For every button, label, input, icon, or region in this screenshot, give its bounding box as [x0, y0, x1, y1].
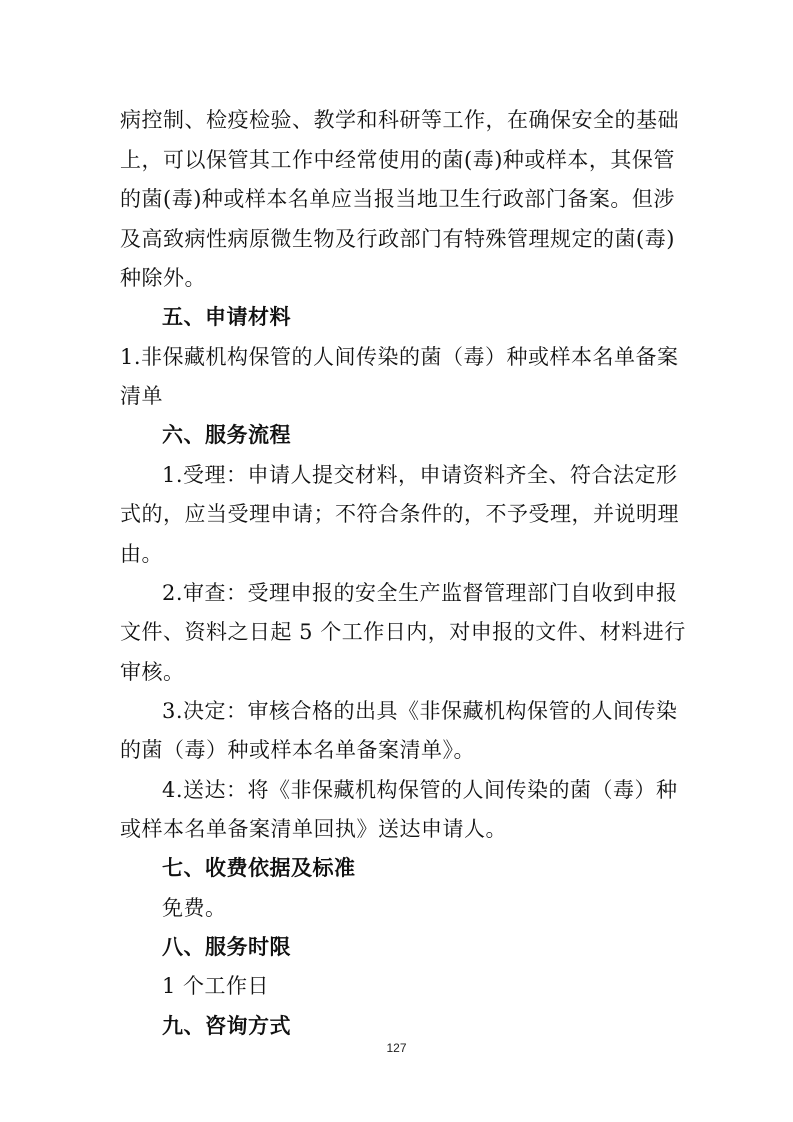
process-step-decision: 3.决定：审核合格的出具《非保藏机构保管的人间传染 — [162, 699, 678, 723]
materials-item: 1.非保藏机构保管的人间传染的菌（毒）种或样本名单备案 — [120, 345, 679, 369]
section-heading-consultation: 九、咨询方式 — [162, 1014, 291, 1038]
para-text-line: 上，可以保管其工作中经常使用的菌(毒)种或样本，其保管 — [120, 148, 675, 172]
process-step-accept: 1.受理：申请人提交材料，申请资料齐全、符合法定形 — [162, 463, 678, 487]
process-step-review-cont: 审核。 — [120, 660, 185, 684]
section-heading-process: 六、服务流程 — [162, 423, 291, 447]
process-step-review: 2.审查：受理申报的安全生产监督管理部门自收到申报 — [162, 581, 678, 605]
para-text-line: 病控制、检疫检验、教学和科研等工作，在确保安全的基础 — [120, 108, 679, 132]
process-step-review-cont: 文件、资料之日起 5 个工作日内，对申报的文件、材料进行 — [120, 620, 686, 644]
process-step-accept-cont: 式的，应当受理申请；不符合条件的，不予受理，并说明理 — [120, 502, 679, 526]
process-step-decision-cont: 的菌（毒）种或样本名单备案清单》。 — [120, 738, 475, 762]
section-heading-time-limit: 八、服务时限 — [162, 935, 291, 959]
section-heading-fees: 七、收费依据及标准 — [162, 856, 356, 880]
para-text-line: 及高致病性病原微生物及行政部门有特殊管理规定的菌(毒) — [120, 227, 675, 251]
fee-text: 免费。 — [162, 896, 227, 920]
section-heading-materials: 五、申请材料 — [162, 305, 291, 329]
para-text-line: 种除外。 — [120, 266, 206, 290]
process-step-delivery: 4.送达：将《非保藏机构保管的人间传染的菌（毒）种 — [162, 778, 678, 802]
para-text-line: 的菌(毒)种或样本名单应当报当地卫生行政部门备案。但涉 — [120, 187, 675, 211]
process-step-delivery-cont: 或样本名单备案清单回执》送达申请人。 — [120, 817, 507, 841]
materials-item-cont: 清单 — [120, 384, 163, 408]
page-number: 127 — [386, 1041, 407, 1055]
time-limit-text: 1 个工作日 — [162, 974, 270, 998]
process-step-accept-cont: 由。 — [120, 542, 163, 566]
